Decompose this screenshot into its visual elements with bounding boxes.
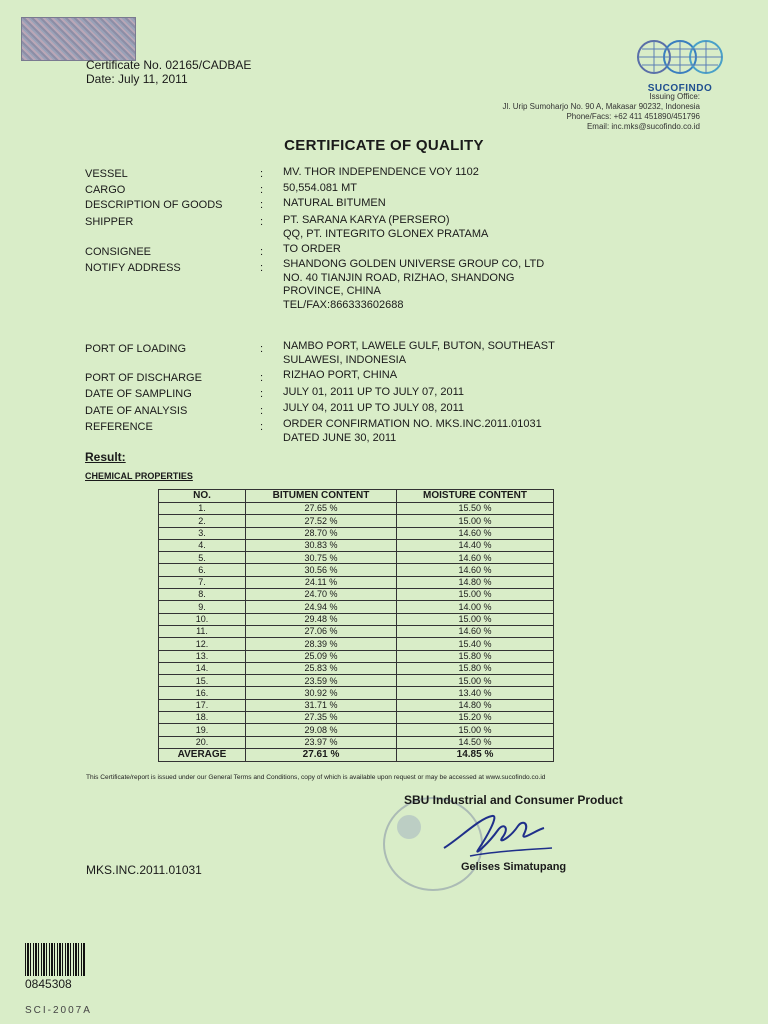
table-cell: 15. — [159, 675, 246, 687]
table-cell: 15.50 % — [397, 503, 554, 515]
table-cell: 31.71 % — [246, 699, 397, 711]
table-cell: 23.97 % — [246, 736, 397, 748]
table-row — [159, 724, 554, 736]
office-line: Phone/Facs: +62 411 451890/451796 — [566, 112, 700, 121]
barcode-number: 0845308 — [25, 977, 72, 991]
colon: : — [260, 262, 264, 274]
table-cell: 15.80 % — [397, 662, 554, 674]
table-row — [159, 552, 554, 564]
table-cell: 14.50 % — [397, 736, 554, 748]
office-line: Email: inc.mks@sucofindo.co.id — [586, 122, 700, 131]
value-line: DATED JUNE 30, 2011 — [283, 431, 397, 444]
table-cell: 25.83 % — [246, 662, 397, 674]
table-cell: 14.60 % — [397, 564, 554, 576]
table-cell: 28.39 % — [246, 638, 397, 650]
revenue-stamp — [21, 17, 136, 61]
colon: : — [260, 421, 264, 433]
value-line: TEL/FAX:866333602688 — [283, 298, 404, 311]
average-cell: AVERAGE — [159, 748, 246, 761]
table-cell: 16. — [159, 687, 246, 699]
table-cell: 27.06 % — [246, 625, 397, 637]
field-value — [283, 386, 464, 400]
value-line: SHANDONG GOLDEN UNIVERSE GROUP CO, LTD — [283, 258, 545, 270]
office-line: Issuing Office: — [649, 92, 700, 101]
form-code: SCI-2007A — [25, 1005, 92, 1016]
table-cell: 30.83 % — [246, 539, 397, 551]
logo-text: SUCOFINDO — [647, 83, 713, 94]
field-label: CONSIGNEE — [85, 246, 152, 258]
column-header: MOISTURE CONTENT — [397, 490, 554, 503]
field-label: PORT OF LOADING — [85, 343, 187, 355]
table-row — [159, 503, 554, 515]
table-cell: 6. — [159, 564, 246, 576]
field-value — [283, 402, 464, 416]
table-row — [159, 576, 554, 588]
reference-number: MKS.INC.2011.01031 — [86, 863, 202, 877]
table-row — [159, 515, 554, 527]
terms-notice: This Certificate/report is issued under our General Terms and Conditions, copy of which is available upon request or may be accessed at www.sucofindo.co.id — [86, 774, 546, 781]
table-cell: 12. — [159, 638, 246, 650]
table-cell: 8. — [159, 589, 246, 601]
table-row — [159, 564, 554, 576]
table-cell: 13. — [159, 650, 246, 662]
field-value — [283, 340, 555, 367]
table-row — [159, 539, 554, 551]
average-cell: 27.61 % — [246, 748, 397, 761]
table-cell: 19. — [159, 724, 246, 736]
colon: : — [260, 216, 264, 228]
table-row — [159, 613, 554, 625]
average-cell: 14.85 % — [397, 748, 554, 761]
table-cell: 15.40 % — [397, 638, 554, 650]
value-line: ORDER CONFIRMATION NO. MKS.INC.2011.01031 — [283, 418, 542, 430]
colon: : — [260, 168, 264, 180]
table-cell: 11. — [159, 625, 246, 637]
field-label: PORT OF DISCHARGE — [85, 372, 202, 384]
result-heading: Result: — [85, 450, 126, 464]
value-line: RIZHAO PORT, CHINA — [283, 369, 398, 381]
table-cell: 14. — [159, 662, 246, 674]
signatory-name: Gelises Simatupang — [461, 861, 567, 873]
table-cell: 29.48 % — [246, 613, 397, 625]
field-value — [283, 243, 341, 257]
value-line: MV. THOR INDEPENDENCE VOY 1102 — [283, 166, 479, 178]
office-line: Jl. Urip Sumoharjo No. 90 A, Makasar 90232, Indonesia — [502, 102, 700, 111]
colon: : — [260, 405, 264, 417]
table-row — [159, 601, 554, 613]
table-cell: 15.20 % — [397, 712, 554, 724]
value-line: JULY 04, 2011 UP TO JULY 08, 2011 — [283, 402, 465, 414]
table-cell: 30.56 % — [246, 564, 397, 576]
value-line: 50,554.081 MT — [283, 182, 357, 194]
certificate-date: Date: July 11, 2011 — [86, 72, 188, 86]
table-cell: 27.35 % — [246, 712, 397, 724]
field-label: DATE OF ANALYSIS — [85, 405, 188, 417]
table-cell: 24.11 % — [246, 576, 397, 588]
value-line: JULY 01, 2011 UP TO JULY 07, 2011 — [283, 386, 465, 398]
table-cell: 14.60 % — [397, 527, 554, 539]
table-row — [159, 687, 554, 699]
table-row — [159, 527, 554, 539]
table-header-row — [159, 490, 554, 503]
table-cell: 17. — [159, 699, 246, 711]
table-cell: 27.52 % — [246, 515, 397, 527]
value-line: PROVINCE, CHINA — [283, 285, 381, 297]
chemical-properties-table — [158, 489, 554, 762]
table-cell: 5. — [159, 552, 246, 564]
table-row — [159, 736, 554, 748]
table-cell: 18. — [159, 712, 246, 724]
seal-globe-icon — [397, 815, 421, 839]
field-label: DESCRIPTION OF GOODS — [85, 199, 223, 211]
table-cell: 20. — [159, 736, 246, 748]
table-cell: 14.80 % — [397, 699, 554, 711]
colon: : — [260, 246, 264, 258]
barcode-icon — [25, 943, 85, 976]
sbu-title: SBU Industrial and Consumer Product — [404, 793, 623, 807]
table-cell: 2. — [159, 515, 246, 527]
field-label: SHIPPER — [85, 216, 134, 228]
table-cell: 24.94 % — [246, 601, 397, 613]
table-cell: 4. — [159, 539, 246, 551]
table-cell: 24.70 % — [246, 589, 397, 601]
certificate-number: Certificate No. 02165/CADBAE — [86, 58, 252, 72]
table-cell: 14.40 % — [397, 539, 554, 551]
table-cell: 15.00 % — [397, 724, 554, 736]
value-line: NATURAL BITUMEN — [283, 197, 386, 209]
table-cell: 1. — [159, 503, 246, 515]
field-value — [283, 166, 479, 180]
table-cell: 15.00 % — [397, 515, 554, 527]
value-line: TO ORDER — [283, 243, 341, 255]
table-cell: 30.92 % — [246, 687, 397, 699]
field-value — [283, 182, 357, 196]
table-cell: 14.80 % — [397, 576, 554, 588]
table-cell: 28.70 % — [246, 527, 397, 539]
signature-icon — [440, 808, 560, 864]
table-cell: 13.40 % — [397, 687, 554, 699]
colon: : — [260, 372, 264, 384]
table-row — [159, 625, 554, 637]
field-label: VESSEL — [85, 168, 128, 180]
field-label: REFERENCE — [85, 421, 153, 433]
table-cell: 30.75 % — [246, 552, 397, 564]
value-line: QQ, PT. INTEGRITO GLONEX PRATAMA — [283, 227, 489, 240]
field-value — [283, 214, 488, 241]
table-cell: 15.00 % — [397, 675, 554, 687]
table-cell: 10. — [159, 613, 246, 625]
field-value — [283, 369, 397, 383]
table-cell: 15.00 % — [397, 613, 554, 625]
colon: : — [260, 343, 264, 355]
table-cell: 15.80 % — [397, 650, 554, 662]
chemical-properties-heading: CHEMICAL PROPERTIES — [85, 471, 193, 481]
field-value — [283, 197, 386, 211]
colon: : — [260, 184, 264, 196]
issuing-office — [430, 92, 700, 132]
table-row — [159, 675, 554, 687]
table-cell: 9. — [159, 601, 246, 613]
table-row — [159, 589, 554, 601]
field-value — [283, 418, 542, 445]
table-cell: 3. — [159, 527, 246, 539]
column-header: NO. — [159, 490, 246, 503]
table-cell: 23.59 % — [246, 675, 397, 687]
field-label: DATE OF SAMPLING — [85, 388, 192, 400]
colon: : — [260, 199, 264, 211]
field-value — [283, 258, 544, 312]
field-label: CARGO — [85, 184, 126, 196]
value-line: NO. 40 TIANJIN ROAD, RIZHAO, SHANDONG — [283, 271, 515, 284]
table-row — [159, 712, 554, 724]
table-cell: 25.09 % — [246, 650, 397, 662]
table-cell: 14.00 % — [397, 601, 554, 613]
table-row — [159, 662, 554, 674]
document-title: CERTIFICATE OF QUALITY — [284, 137, 484, 154]
value-line: PT. SARANA KARYA (PERSERO) — [283, 214, 450, 226]
colon: : — [260, 388, 264, 400]
table-cell: 27.65 % — [246, 503, 397, 515]
table-cell: 14.60 % — [397, 552, 554, 564]
field-label: NOTIFY ADDRESS — [85, 262, 181, 274]
table-row — [159, 699, 554, 711]
value-line: SULAWESI, INDONESIA — [283, 353, 407, 366]
table-cell: 14.60 % — [397, 625, 554, 637]
value-line: NAMBO PORT, LAWELE GULF, BUTON, SOUTHEAST — [283, 340, 555, 352]
table-cell: 15.00 % — [397, 589, 554, 601]
table-row — [159, 638, 554, 650]
average-row — [159, 748, 554, 761]
column-header: BITUMEN CONTENT — [246, 490, 397, 503]
table-cell: 7. — [159, 576, 246, 588]
table-cell: 29.08 % — [246, 724, 397, 736]
table-row — [159, 650, 554, 662]
